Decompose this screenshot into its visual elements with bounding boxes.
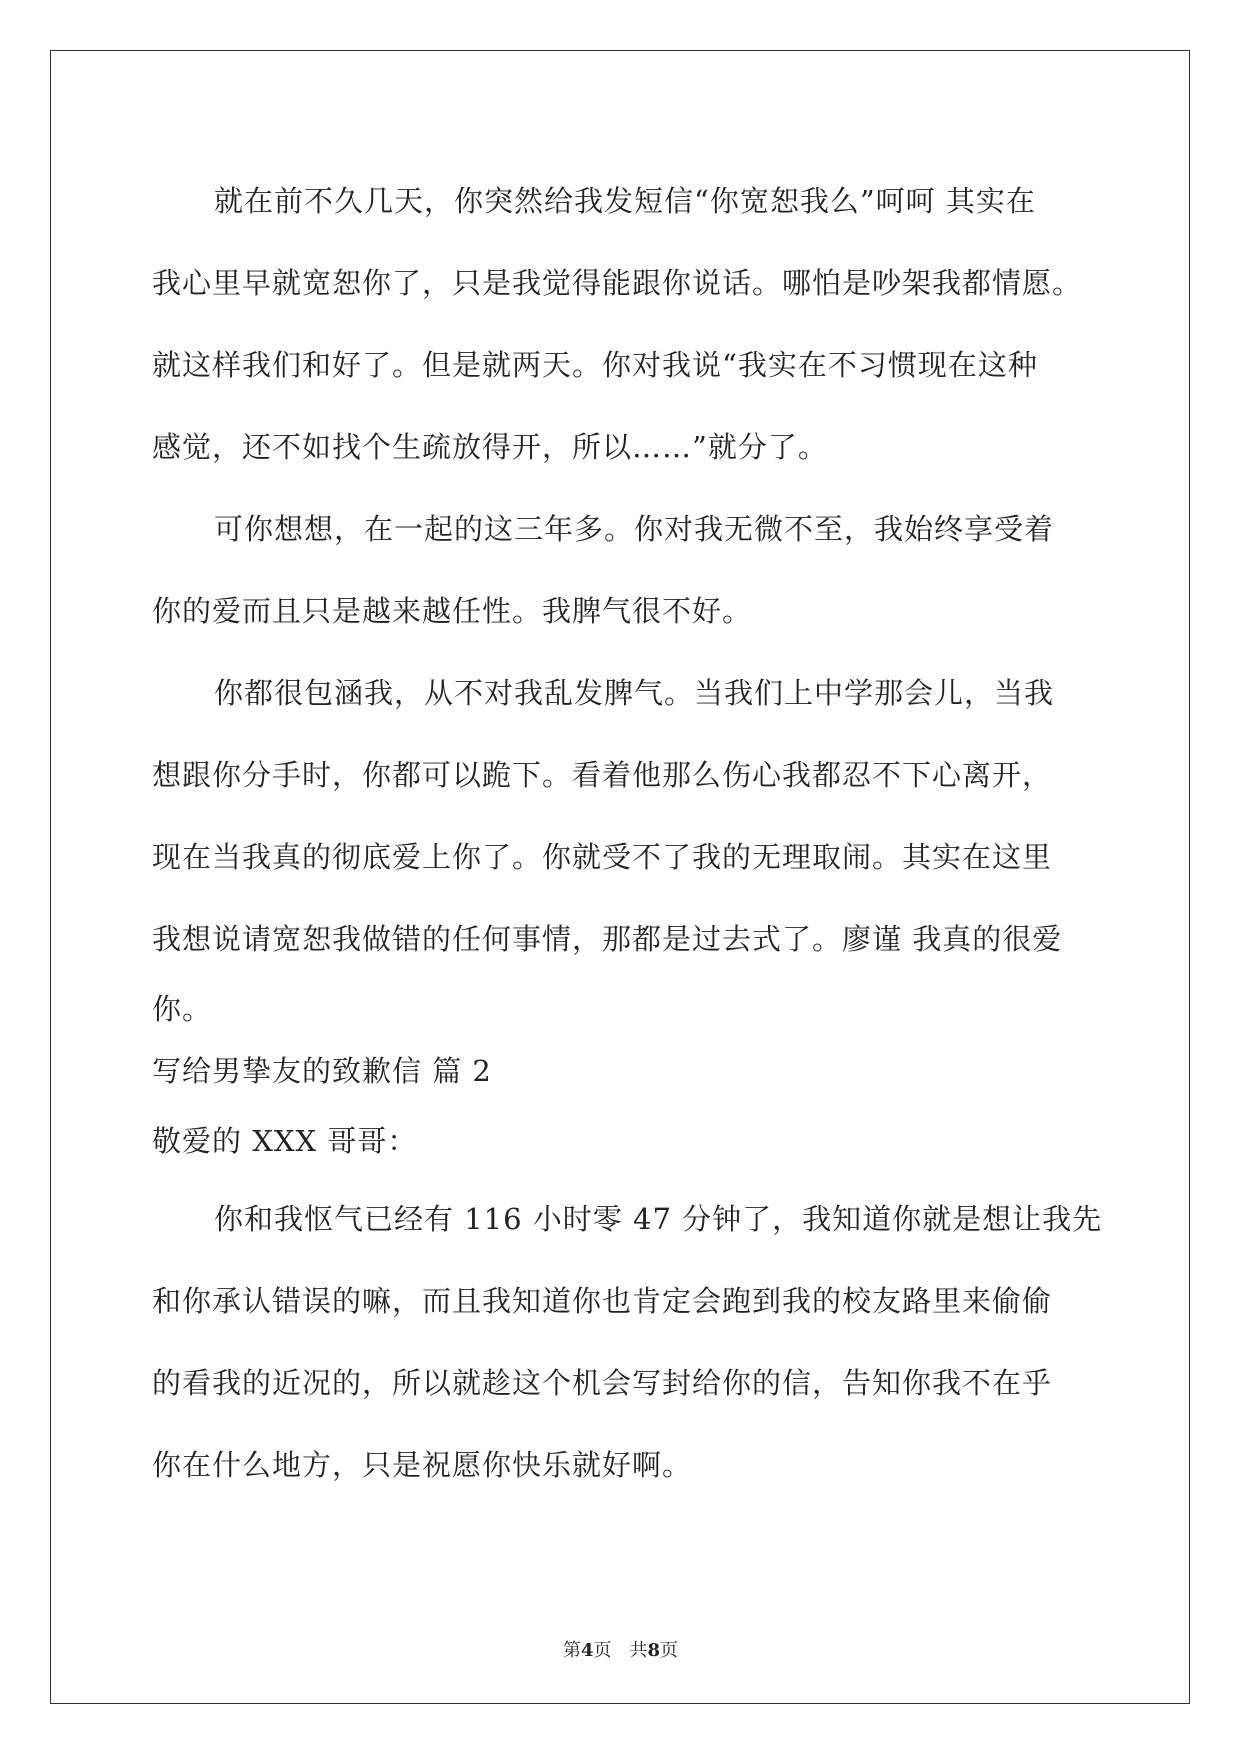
salutation: 敬爱的 XXX 哥哥： bbox=[152, 1124, 418, 1158]
paragraph-line: 你和我怄气已经有 116 小时零 47 分钟了，我知道你就是想让我先 bbox=[214, 1202, 1103, 1236]
document-body bbox=[152, 160, 1103, 1506]
paragraph-line: 和你承认错误的嘛，而且我知道你也肯定会跑到我的校友路里来偷偷 bbox=[152, 1284, 1053, 1318]
section-title: 写给男挚友的致歉信 篇 2 bbox=[152, 1054, 492, 1088]
page-footer bbox=[0, 1636, 1241, 1662]
page-unit: 页 bbox=[593, 1640, 612, 1661]
paragraph-3 bbox=[152, 652, 1092, 1038]
page-prefix: 第 bbox=[562, 1640, 581, 1661]
current-page-number: 4 bbox=[580, 1640, 594, 1661]
paragraph-line: 你。 bbox=[152, 992, 213, 1026]
paragraph-line: 你的爱而且只是越来越任性。我脾气很不好。 bbox=[152, 594, 753, 628]
paragraph-line: 的看我的近况的，所以就趁这个机会写封给你的信，告知你我不在乎 bbox=[152, 1366, 1053, 1400]
paragraph-line: 你都很包涵我，从不对我乱发脾气。当我们上中学那会儿，当我 bbox=[214, 676, 1055, 710]
paragraph-line: 我心里早就宽恕你了，只是我觉得能跟你说话。哪怕是吵架我都情愿。 bbox=[152, 266, 1083, 300]
paragraph-line: 你在什么地方，只是祝愿你快乐就好啊。 bbox=[152, 1448, 693, 1482]
paragraph-line: 想跟你分手时，你都可以跪下。看着他那么伤心我都忍不下心离开， bbox=[152, 758, 1053, 792]
total-unit: 页 bbox=[660, 1640, 679, 1661]
letter-paragraph bbox=[152, 1178, 1103, 1506]
total-prefix: 共 bbox=[629, 1640, 648, 1661]
paragraph-2 bbox=[152, 488, 1092, 652]
paragraph-line: 就在前不久几天，你突然给我发短信“你宽恕我么”呵呵 其实在 bbox=[214, 184, 1036, 218]
total-page-number: 8 bbox=[647, 1640, 661, 1661]
paragraph-line: 现在当我真的彻底爱上你了。你就受不了我的无理取闹。其实在这里 bbox=[152, 840, 1053, 874]
paragraph-line: 可你想想，在一起的这三年多。你对我无微不至，我始终享受着 bbox=[214, 512, 1055, 546]
paragraph-1 bbox=[152, 160, 1092, 488]
paragraph-line: 就这样我们和好了。但是就两天。你对我说“我实在不习惯现在这种 bbox=[152, 348, 1038, 382]
paragraph-line: 我想说请宽恕我做错的任何事情，那都是过去式了。廖谨 我真的很爱 bbox=[152, 922, 1063, 956]
paragraph-line: 感觉，还不如找个生疏放得开，所以……”就分了。 bbox=[152, 430, 828, 464]
